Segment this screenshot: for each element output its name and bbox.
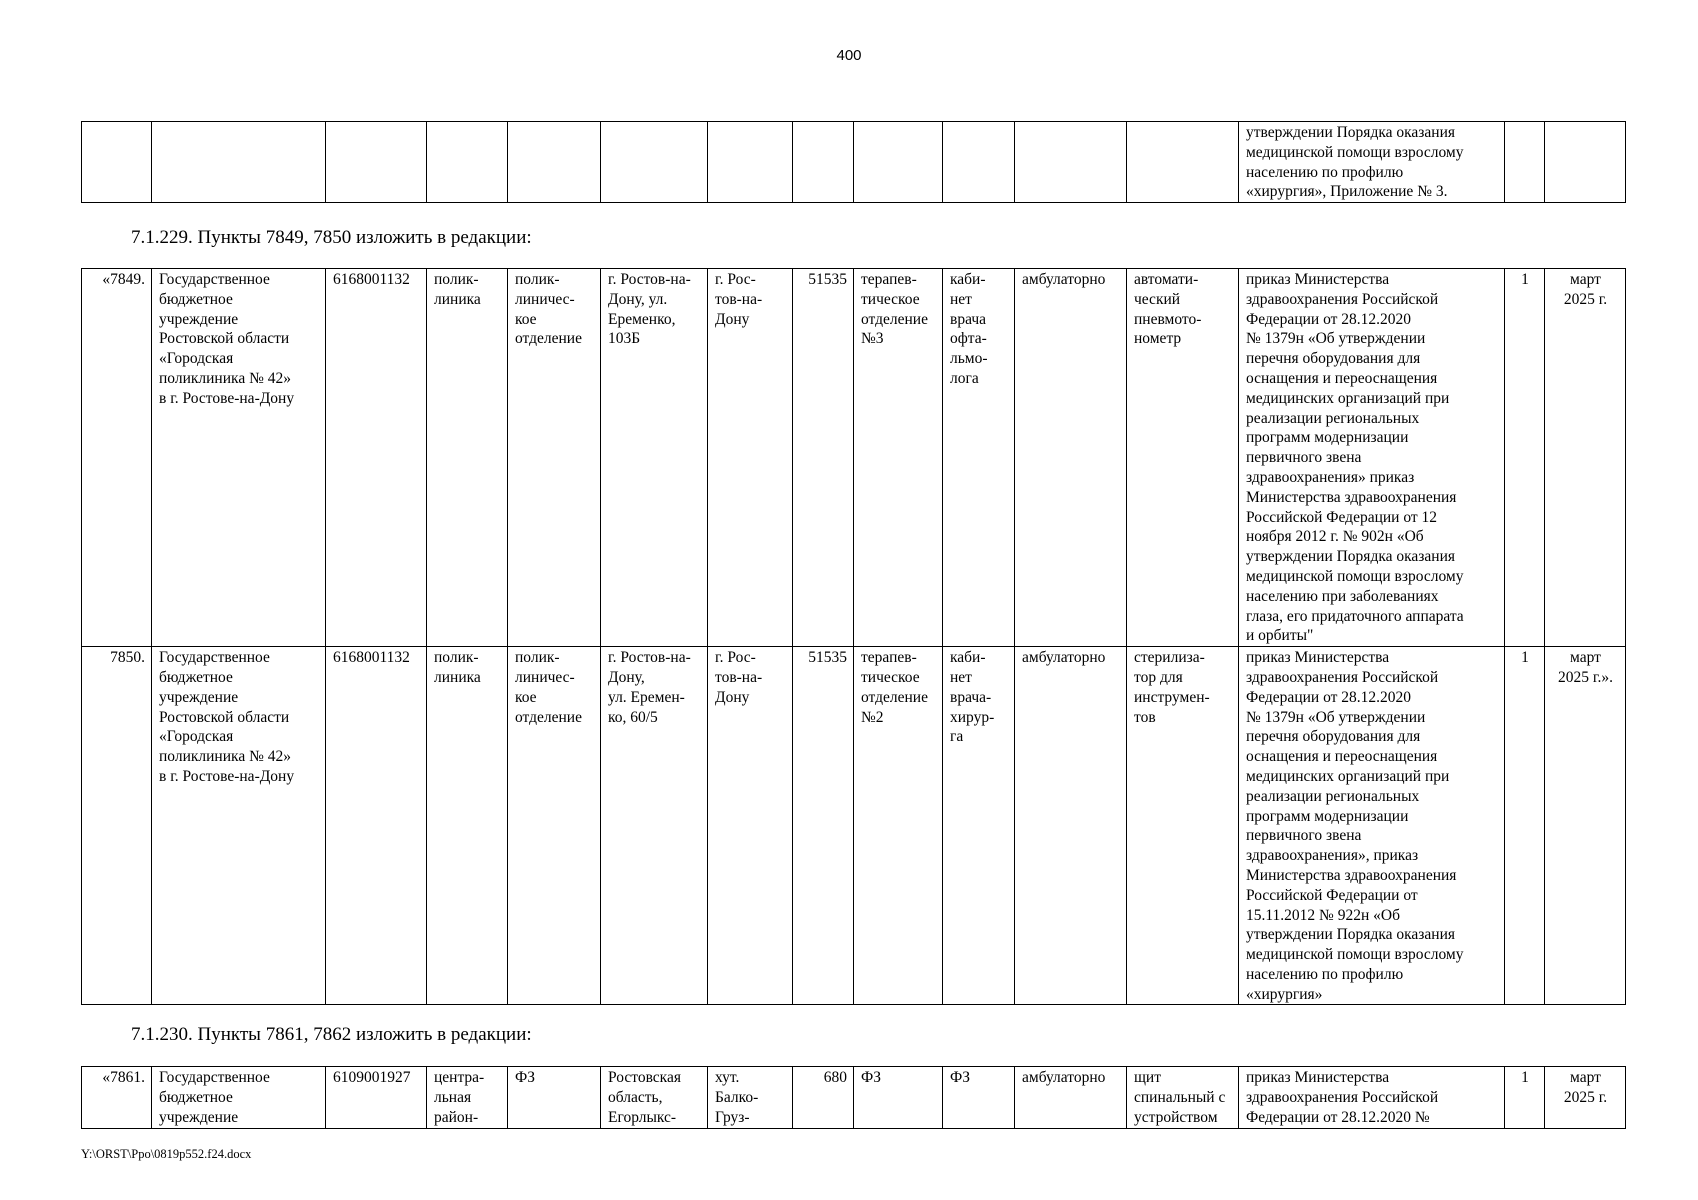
room: каби- нет врача офта- льмо- лога: [943, 269, 1015, 647]
settlement: хут. Балко- Груз-: [708, 1067, 793, 1129]
section-heading-229: 7.1.229. Пункты 7849, 7850 изложить в редакции:: [131, 227, 532, 248]
legal-basis-cell: приказ Министерства здравоохранения Российской Федерации от 28.12.2020 №: [1239, 1067, 1505, 1129]
settlement: г. Рос- тов-на- Дону: [708, 647, 793, 1005]
quantity: 1: [1505, 269, 1545, 647]
inn-value: 6168001132: [326, 269, 427, 647]
quantity: 1: [1505, 647, 1545, 1005]
subdivision: ФЗ: [508, 1067, 601, 1129]
address: Ростовская область, Егорлыкс-: [601, 1067, 708, 1129]
room: ФЗ: [943, 1067, 1015, 1129]
address: г. Ростов-на- Дону, ул. Еременко, 103Б: [601, 269, 708, 647]
oktmo-code: 51535: [793, 647, 854, 1005]
care-mode: амбулаторно: [1015, 1067, 1127, 1129]
oktmo-code: 680: [793, 1067, 854, 1129]
legal-basis-cell: приказ Министерства здравоохранения Российской Федерации от 28.12.2020 № 1379н «Об утверждении перечня оборудования для оснащения и переоснащения медицинских организаций при реализации региональных программ модернизации первичного звена здравоохранения» приказ Министерства здравоохранения Российской Федерации от 12 ноября 2012 г. № 902н «Об утверждении Порядка оказания медицинской помощи взрослому населению при заболеваниях глаза, его придаточного аппарата и орбиты": [1239, 269, 1505, 647]
settlement: г. Рос- тов-на- Дону: [708, 269, 793, 647]
care-mode: амбулаторно: [1015, 269, 1127, 647]
subdivision: полик- линичес- кое отделение: [508, 647, 601, 1005]
department: терапев- тическое отделение №3: [854, 269, 943, 647]
organization-name: Государственное бюджетное учреждение Ростовской области «Городская поликлиника № 42» в г. Ростове-на-Дону: [152, 269, 326, 647]
room: каби- нет врача- хирур- га: [943, 647, 1015, 1005]
address: г. Ростов-на- Дону, ул. Еремен- ко, 60/5: [601, 647, 708, 1005]
equipment: щит спинальный с устройством: [1127, 1067, 1239, 1129]
department: терапев- тическое отделение №2: [854, 647, 943, 1005]
inn-value: 6168001132: [326, 647, 427, 1005]
section-heading-230: 7.1.230. Пункты 7861, 7862 изложить в редакции:: [131, 1024, 532, 1045]
equipment: стерилиза- тор для инструмен- тов: [1127, 647, 1239, 1005]
table-row: [82, 647, 1626, 1005]
page-number: 400: [836, 47, 862, 64]
delivery-date: март 2025 г.».: [1545, 647, 1626, 1005]
file-path-footer: Y:\ORST\Ppo\0819p552.f24.docx: [81, 1147, 252, 1161]
subdivision: полик- линичес- кое отделение: [508, 269, 601, 647]
delivery-date: март 2025 г.: [1545, 269, 1626, 647]
table-row: [82, 269, 1626, 647]
legal-basis-cell: утверждении Порядка оказания медицинской помощи взрослому населению по профилю «хирургия», Приложение № 3.: [1239, 122, 1505, 203]
legal-basis-cell: приказ Министерства здравоохранения Российской Федерации от 28.12.2020 № 1379н «Об утверждении перечня оборудования для оснащения и переоснащения медицинских организаций при реализации региональных программ модернизации первичного звена здравоохранения», приказ Министерства здравоохранения Российской Федерации от 15.11.2012 № 922н «Об утверждении Порядка оказания медицинской помощи взрослому населению по профилю «хирургия»: [1239, 647, 1505, 1005]
organization-name: Государственное бюджетное учреждение: [152, 1067, 326, 1129]
care-mode: амбулаторно: [1015, 647, 1127, 1005]
items-table-229: [81, 268, 1626, 1005]
facility-type: центра- льная район-: [427, 1067, 508, 1129]
department: ФЗ: [854, 1067, 943, 1129]
facility-type: полик- линика: [427, 269, 508, 647]
table-row: [82, 1067, 1626, 1129]
item-number: 7850.: [82, 647, 152, 1005]
facility-type: полик- линика: [427, 647, 508, 1005]
item-number: «7849.: [82, 269, 152, 647]
quantity: 1: [1505, 1067, 1545, 1129]
oktmo-code: 51535: [793, 269, 854, 647]
inn-value: 6109001927: [326, 1067, 427, 1129]
equipment: автомати- ческий пневмото- нометр: [1127, 269, 1239, 647]
items-table-230: [81, 1066, 1626, 1129]
table-row: [82, 122, 1626, 203]
continuation-table: [81, 121, 1626, 203]
organization-name: Государственное бюджетное учреждение Ростовской области «Городская поликлиника № 42» в г. Ростове-на-Дону: [152, 647, 326, 1005]
delivery-date: март 2025 г.: [1545, 1067, 1626, 1129]
item-number: «7861.: [82, 1067, 152, 1129]
